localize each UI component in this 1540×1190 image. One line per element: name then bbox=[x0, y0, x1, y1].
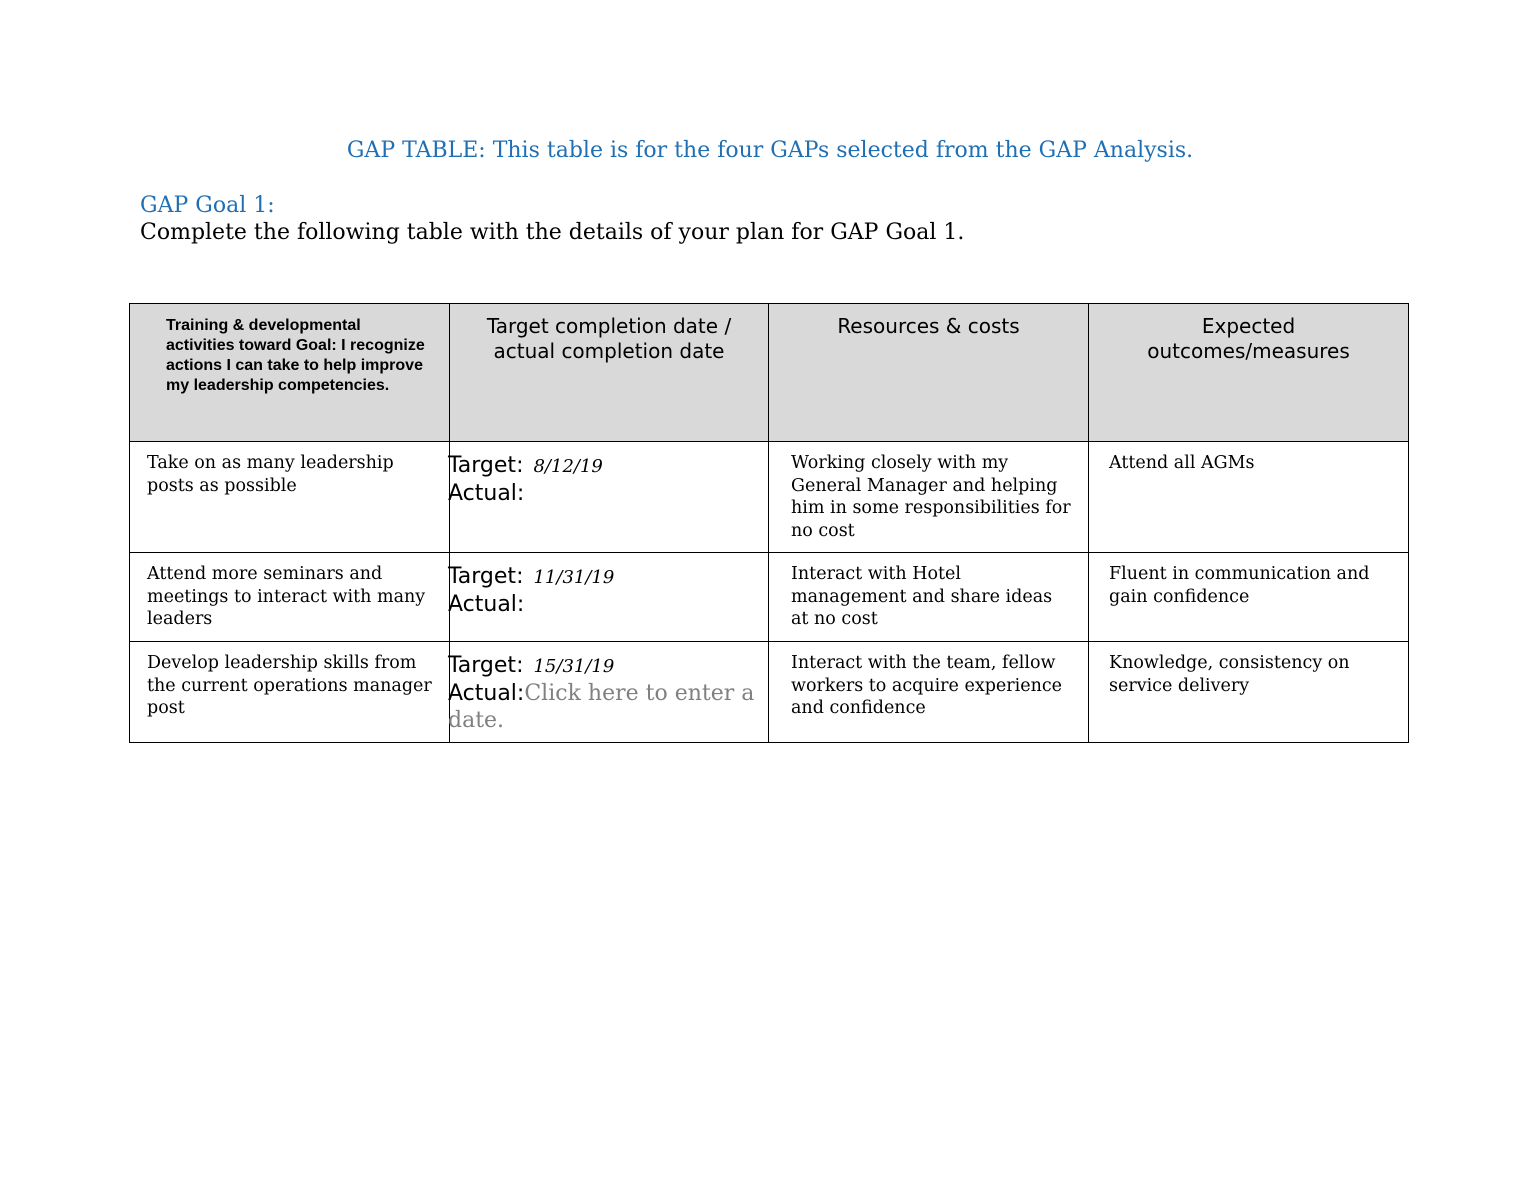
actual-line[interactable] bbox=[448, 680, 758, 734]
resources-text: Interact with the team, fellow workers to acquire experience and confidence bbox=[791, 653, 1063, 718]
outcomes-cell[interactable] bbox=[1089, 642, 1409, 743]
resources-text: Working closely with my General Manager and helping him in some responsibilities for no cost bbox=[791, 453, 1071, 541]
actual-label: Actual: bbox=[448, 681, 525, 706]
actual-label: Actual: bbox=[448, 481, 525, 506]
target-label: Target: bbox=[448, 564, 524, 589]
outcomes-text: Knowledge, consistency on service delivery bbox=[1109, 653, 1350, 696]
resources-cell[interactable] bbox=[769, 642, 1089, 743]
activity-text: Attend more seminars and meetings to interact with many leaders bbox=[147, 564, 426, 629]
target-date: 15/31/19 bbox=[533, 656, 615, 677]
target-label: Target: bbox=[448, 653, 524, 678]
target-date: 8/12/19 bbox=[533, 456, 603, 477]
date-cell[interactable] bbox=[450, 642, 769, 743]
activity-cell[interactable] bbox=[130, 642, 450, 743]
table-row bbox=[130, 553, 1409, 642]
target-line bbox=[448, 652, 758, 680]
target-line bbox=[448, 563, 758, 591]
table-row bbox=[130, 642, 1409, 743]
table-header-row bbox=[130, 304, 1409, 442]
header-resources bbox=[769, 304, 1089, 442]
header-activities-label: Training & developmental activities toward Goal: I recognize actions I can take to help improve my leadership competencies. bbox=[166, 317, 425, 394]
instruction-text: Complete the following table with the details of your plan for GAP Goal 1. bbox=[140, 220, 965, 245]
header-outcomes bbox=[1089, 304, 1409, 442]
outcomes-text: Attend all AGMs bbox=[1109, 453, 1255, 473]
gap-table bbox=[129, 303, 1409, 743]
outcomes-cell[interactable] bbox=[1089, 442, 1409, 553]
header-dates-label: Target completion date / actual completion date bbox=[486, 314, 732, 363]
activity-cell[interactable] bbox=[130, 442, 450, 553]
header-dates bbox=[450, 304, 769, 442]
target-label: Target: bbox=[448, 453, 524, 478]
outcomes-cell[interactable] bbox=[1089, 553, 1409, 642]
resources-cell[interactable] bbox=[769, 442, 1089, 553]
header-outcomes-label: Expected outcomes/measures bbox=[1147, 314, 1350, 363]
activity-text: Develop leadership skills from the current operations manager post bbox=[147, 653, 432, 718]
goal-heading: GAP Goal 1: bbox=[140, 193, 275, 218]
date-cell[interactable] bbox=[450, 442, 769, 553]
actual-line[interactable] bbox=[448, 480, 758, 507]
actual-label: Actual: bbox=[448, 592, 525, 617]
target-date: 11/31/19 bbox=[533, 567, 615, 588]
resources-text: Interact with Hotel management and share ideas at no cost bbox=[791, 564, 1053, 629]
table-row bbox=[130, 442, 1409, 553]
date-cell[interactable] bbox=[450, 553, 769, 642]
activity-text: Take on as many leadership posts as possible bbox=[147, 453, 394, 496]
outcomes-text: Fluent in communication and gain confidence bbox=[1109, 564, 1370, 607]
header-activities bbox=[130, 304, 450, 442]
activity-cell[interactable] bbox=[130, 553, 450, 642]
resources-cell[interactable] bbox=[769, 553, 1089, 642]
page-title: GAP TABLE: This table is for the four GAPs selected from the GAP Analysis. bbox=[346, 138, 1194, 163]
header-resources-label: Resources & costs bbox=[837, 314, 1020, 338]
actual-date-placeholder[interactable]: Click here to enter a date. bbox=[448, 681, 755, 733]
actual-line[interactable] bbox=[448, 591, 758, 618]
target-line bbox=[448, 452, 758, 480]
